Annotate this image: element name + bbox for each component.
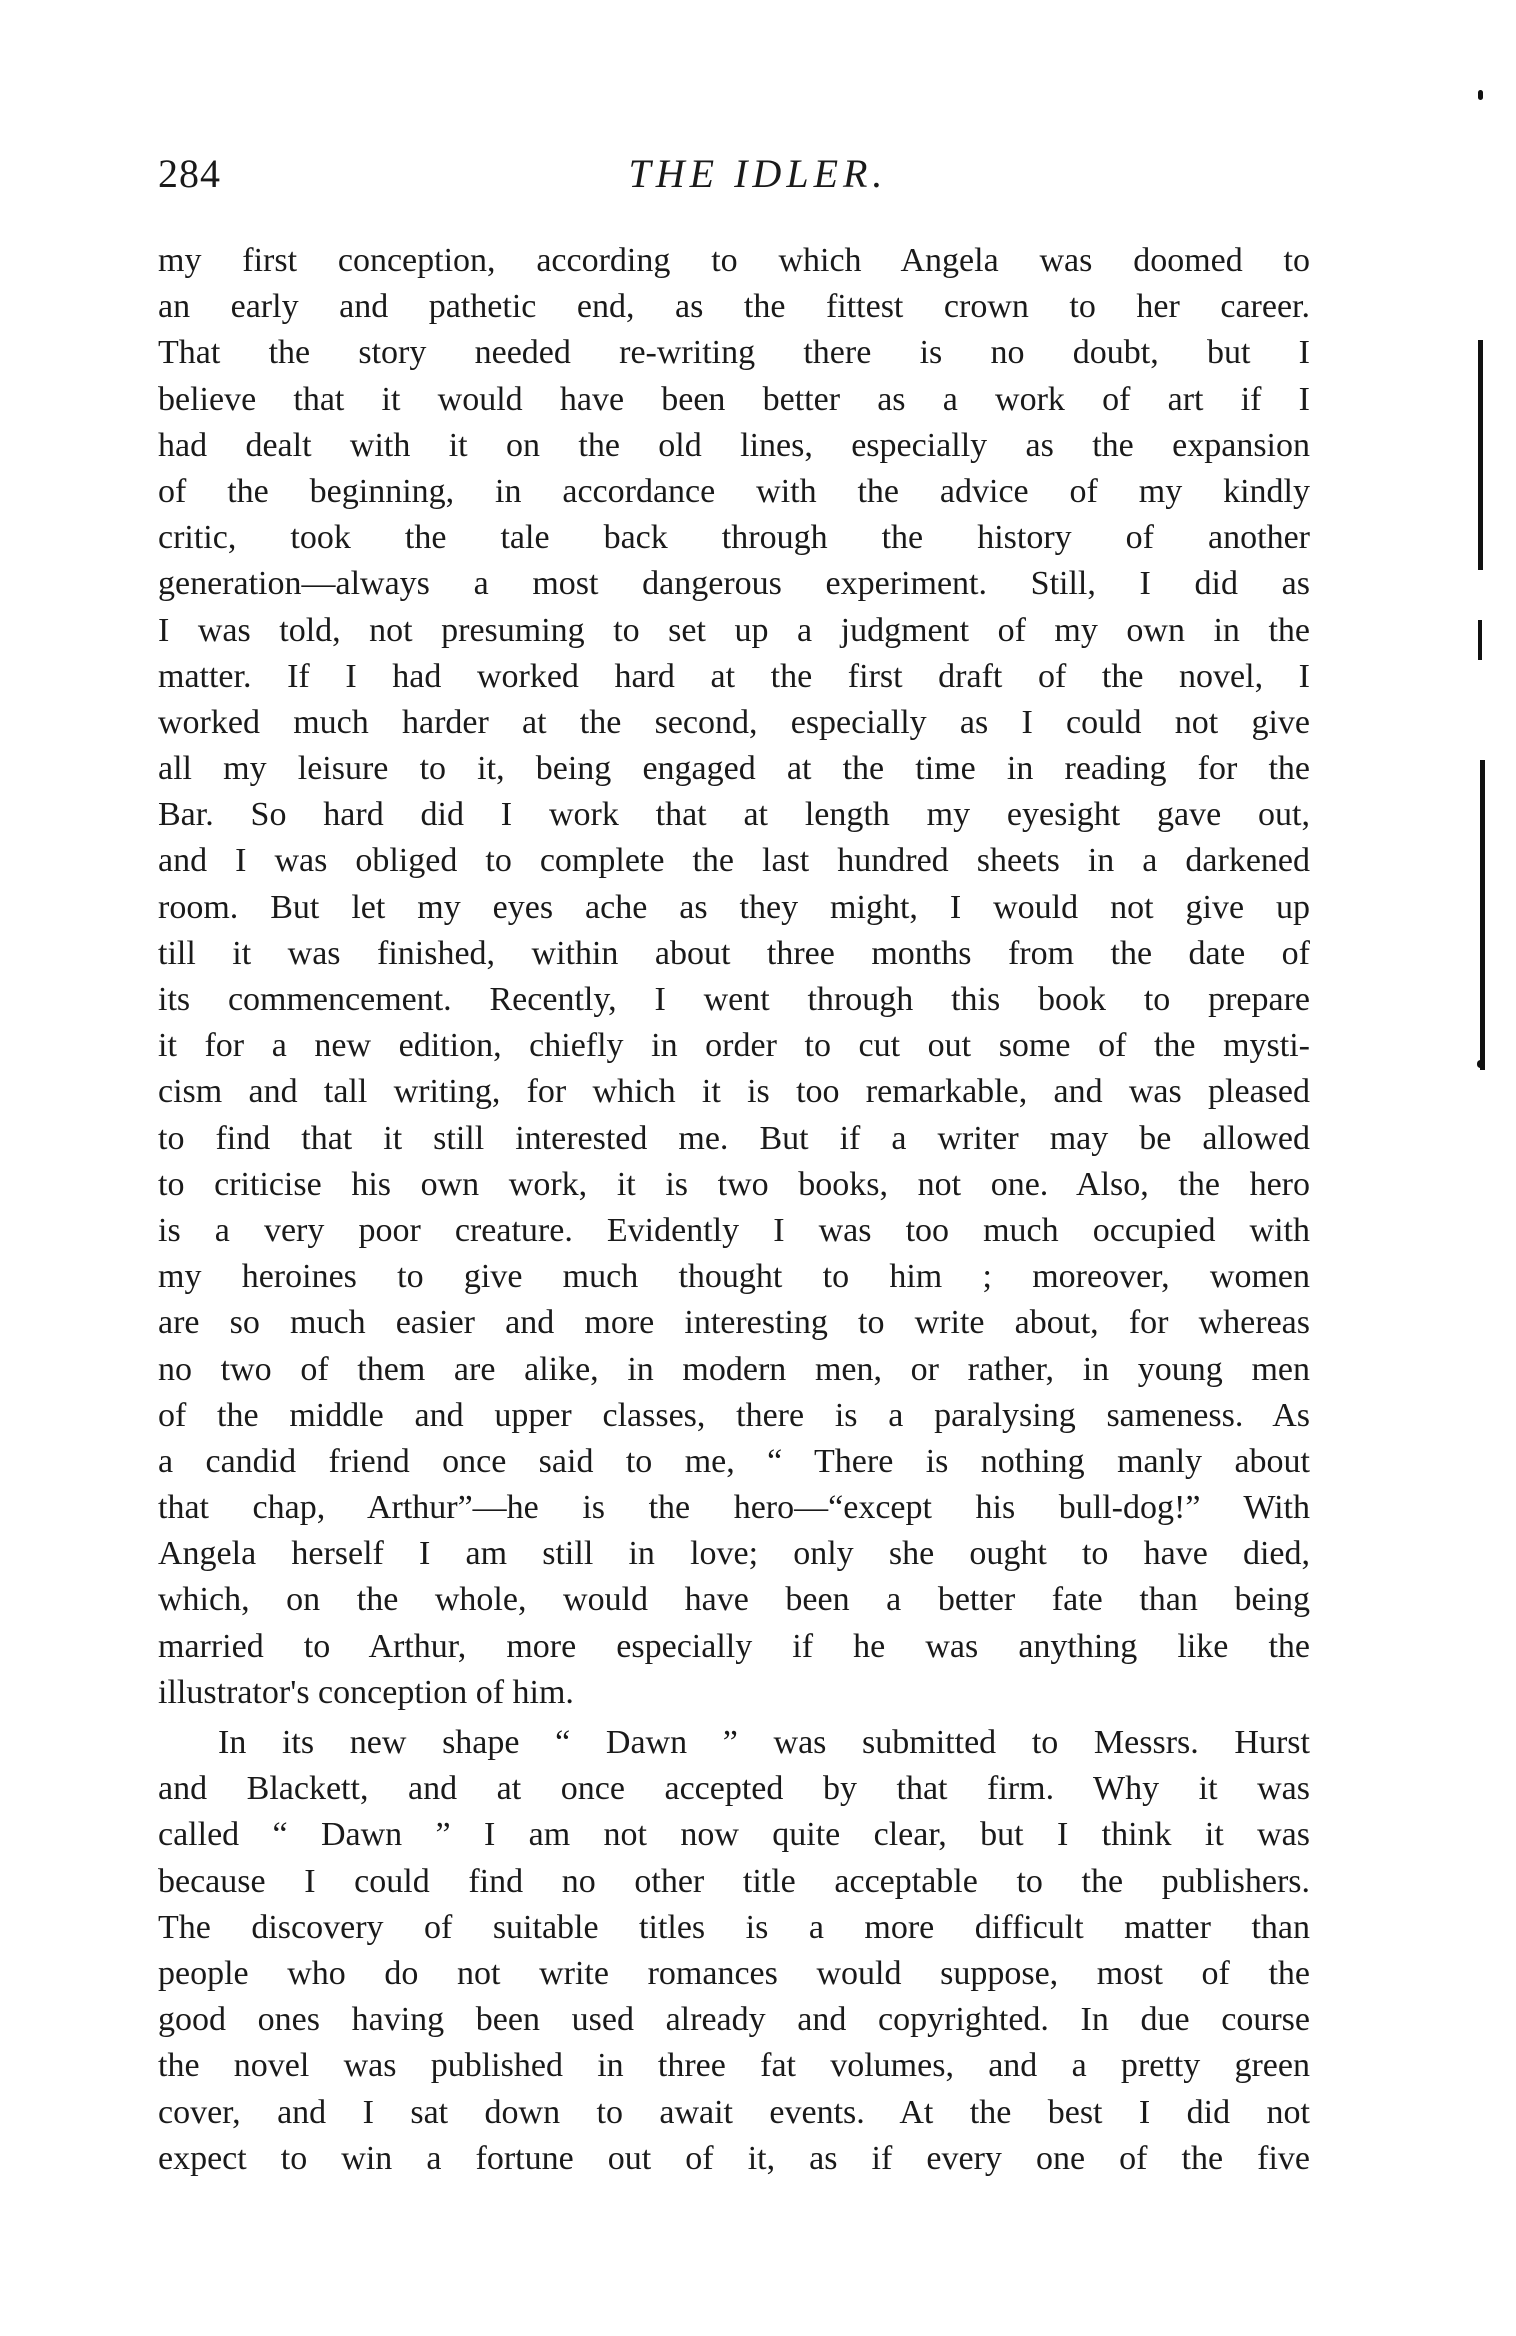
scan-margin-mark <box>1480 760 1485 1070</box>
text-line: of the beginning, in accordance with the advice of my kindly <box>158 472 1310 510</box>
scan-margin-mark <box>1478 90 1483 100</box>
text-line: expect to win a fortune out of it, as if every one of the five <box>158 2139 1310 2177</box>
text-line: till it was finished, within about three months from the date of <box>158 934 1310 972</box>
text-line: because I could find no other title acceptable to the publishers. <box>158 1862 1310 1900</box>
text-line: my heroines to give much thought to him ; moreover, women <box>158 1258 1310 1296</box>
text-line: I was told, not presuming to set up a judgment of my own in the <box>158 611 1310 649</box>
text-line: Bar. So hard did I work that at length my eyesight gave out, <box>158 796 1310 834</box>
scan-margin-mark <box>1477 1060 1484 1068</box>
text-line: The discovery of suitable titles is a more difficult matter than <box>158 1908 1310 1946</box>
text-line: called “ Dawn ” I am not now quite clear, but I think it was <box>158 1816 1310 1854</box>
text-line: an early and pathetic end, as the fittest crown to her career. <box>158 288 1310 326</box>
text-line: had dealt with it on the old lines, especially as the expansion <box>158 426 1310 464</box>
text-line: that chap, Arthur”—he is the hero—“except his bull-dog!” With <box>158 1489 1310 1527</box>
text-line: people who do not write romances would suppose, most of the <box>158 1954 1310 1992</box>
text-line: room. But let my eyes ache as they might, I would not give up <box>158 888 1310 926</box>
text-line: my first conception, according to which Angela was doomed to <box>158 242 1310 279</box>
text-line: its commencement. Recently, I went through this book to prepare <box>158 981 1310 1018</box>
text-line: the novel was published in three fat volumes, and a pretty green <box>158 2047 1310 2085</box>
text-line: worked much harder at the second, especially as I could not give <box>158 703 1310 741</box>
text-line: are so much easier and more interesting to write about, for whereas <box>158 1304 1310 1342</box>
text-line: all my leisure to it, being engaged at the time in reading for the <box>158 750 1310 788</box>
text-line: generation—always a most dangerous experiment. Still, I did as <box>158 565 1310 603</box>
text-line: a candid friend once said to me, “ There is nothing manly about <box>158 1442 1310 1480</box>
text-line: cover, and I sat down to await events. At the best I did not <box>158 2093 1310 2131</box>
text-line: In its new shape “ Dawn ” was submitted to Messrs. Hurst <box>218 1724 1310 1761</box>
text-line: is a very poor creature. Evidently I was too much occupied with <box>158 1211 1310 1249</box>
text-line: good ones having been used already and copyrighted. In due course <box>158 2001 1310 2039</box>
text-line: cism and tall writing, for which it is too remarkable, and was pleased <box>158 1073 1310 1111</box>
text-line: critic, took the tale back through the history of another <box>158 519 1310 557</box>
text-line: of the middle and upper classes, there is a paralysing sameness. As <box>158 1396 1310 1434</box>
paragraph <box>158 238 1310 1716</box>
text-line: married to Arthur, more especially if he was anything like the <box>158 1627 1310 1665</box>
text-line: to criticise his own work, it is two books, not one. Also, the hero <box>158 1165 1310 1203</box>
text-line: no two of them are alike, in modern men, or rather, in young men <box>158 1350 1310 1388</box>
running-head: THE IDLER. <box>628 151 888 196</box>
paragraph <box>158 1720 1310 2182</box>
text-line: it for a new edition, chiefly in order to cut out some of the mysti- <box>158 1027 1310 1065</box>
text-line: to find that it still interested me. But if a writer may be allowed <box>158 1119 1310 1157</box>
text-line: That the story needed re-writing there is no doubt, but I <box>158 334 1310 372</box>
text-line: illustrator's conception of him. <box>158 1673 574 1711</box>
scan-margin-mark <box>1478 620 1482 660</box>
text-line: which, on the whole, would have been a better fate than being <box>158 1581 1310 1619</box>
page-number: 284 <box>158 151 221 196</box>
text-line: Angela herself I am still in love; only she ought to have died, <box>158 1535 1310 1573</box>
scan-margin-mark <box>1478 340 1483 570</box>
text-line: and Blackett, and at once accepted by that firm. Why it was <box>158 1770 1310 1808</box>
body-text <box>158 238 1310 2182</box>
text-line: matter. If I had worked hard at the first draft of the novel, I <box>158 657 1310 695</box>
text-line: and I was obliged to complete the last hundred sheets in a darkened <box>158 842 1310 880</box>
text-line: believe that it would have been better as a work of art if I <box>158 380 1310 418</box>
